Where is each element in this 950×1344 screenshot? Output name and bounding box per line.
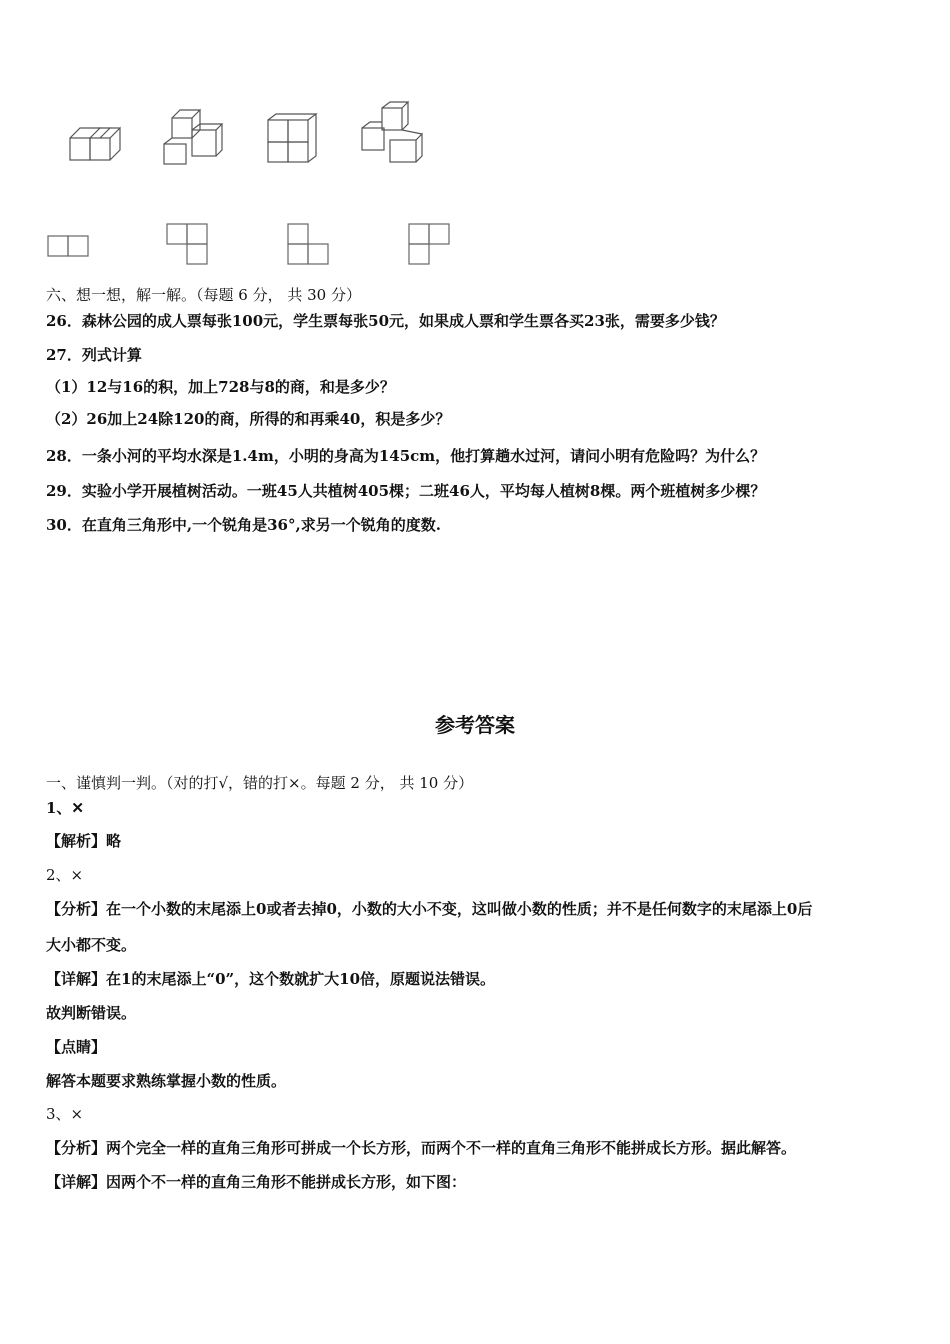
question-26: 26．森林公园的成人票每张100元，学生票每张50元，如果成人票和学生票各买23张，需要多少钱？	[46, 312, 725, 330]
question-28: 28．一条小河的平均水深是1.4m，小明的身高为145cm，他打算趟水过河，请问小明有危险吗？为什么？	[46, 447, 766, 465]
cube-figure-1	[66, 118, 126, 166]
view-figure-3	[286, 222, 332, 268]
question-27-2: （2）26加上24除120的商，所得的和再乘40，积是多少？	[46, 410, 451, 428]
answer-2-dianjing: 【点睛】	[46, 1038, 107, 1056]
question-29: 29．实验小学开展植树活动。一班45人共植树405棵；二班46人，平均每人植树8棵。两个班植树多少棵？	[46, 482, 766, 500]
question-27-1: （1）12与16的积，加上728与8的商，和是多少？	[46, 378, 395, 396]
answer-3-fenxi: 【分析】两个完全一样的直角三角形可拼成一个长方形，而两个不一样的直角三角形不能拼成长方形。据此解答。	[46, 1139, 797, 1157]
answer-2: 2、×	[46, 866, 84, 884]
view-figure-4	[407, 222, 453, 268]
answer-2-dianjing-text: 解答本题要求熟练掌握小数的性质。	[46, 1072, 287, 1090]
answer-3: 3、×	[46, 1105, 84, 1123]
view-figure-2	[165, 222, 211, 268]
answer-2-fenxi-line2: 大小都不变。	[46, 936, 137, 954]
answer-1-analysis: 【解析】略	[46, 832, 122, 850]
answer-1: 1、✕	[46, 799, 85, 817]
view-figure-1	[46, 234, 92, 258]
question-30: 30．在直角三角形中,一个锐角是36°,求另一个锐角的度数.	[46, 516, 441, 534]
section1-header: 一、谨慎判一判。（对的打√，错的打×。每题 2 分， 共 10 分）	[46, 774, 474, 792]
answer-2-conclusion: 故判断错误。	[46, 1004, 137, 1022]
section6-header: 六、想一想，解一解。（每题 6 分， 共 30 分）	[46, 286, 361, 304]
answer-3-xiangjie: 【详解】因两个不一样的直角三角形不能拼成长方形，如下图：	[46, 1173, 467, 1191]
answer-2-xiangjie: 【详解】在1的末尾添上“0”，这个数就扩大10倍，原题说法错误。	[46, 970, 496, 988]
answers-title: 参考答案	[435, 713, 515, 737]
cube-figure-4	[358, 100, 426, 166]
cube-figure-3	[264, 110, 322, 166]
question-27: 27．列式计算	[46, 346, 142, 364]
answer-2-fenxi-line1: 【分析】在一个小数的末尾添上0或者去掉0，小数的大小不变，这叫做小数的性质；并不是任何数字的末尾添上0后	[46, 900, 813, 918]
cube-figure-2	[160, 106, 226, 168]
